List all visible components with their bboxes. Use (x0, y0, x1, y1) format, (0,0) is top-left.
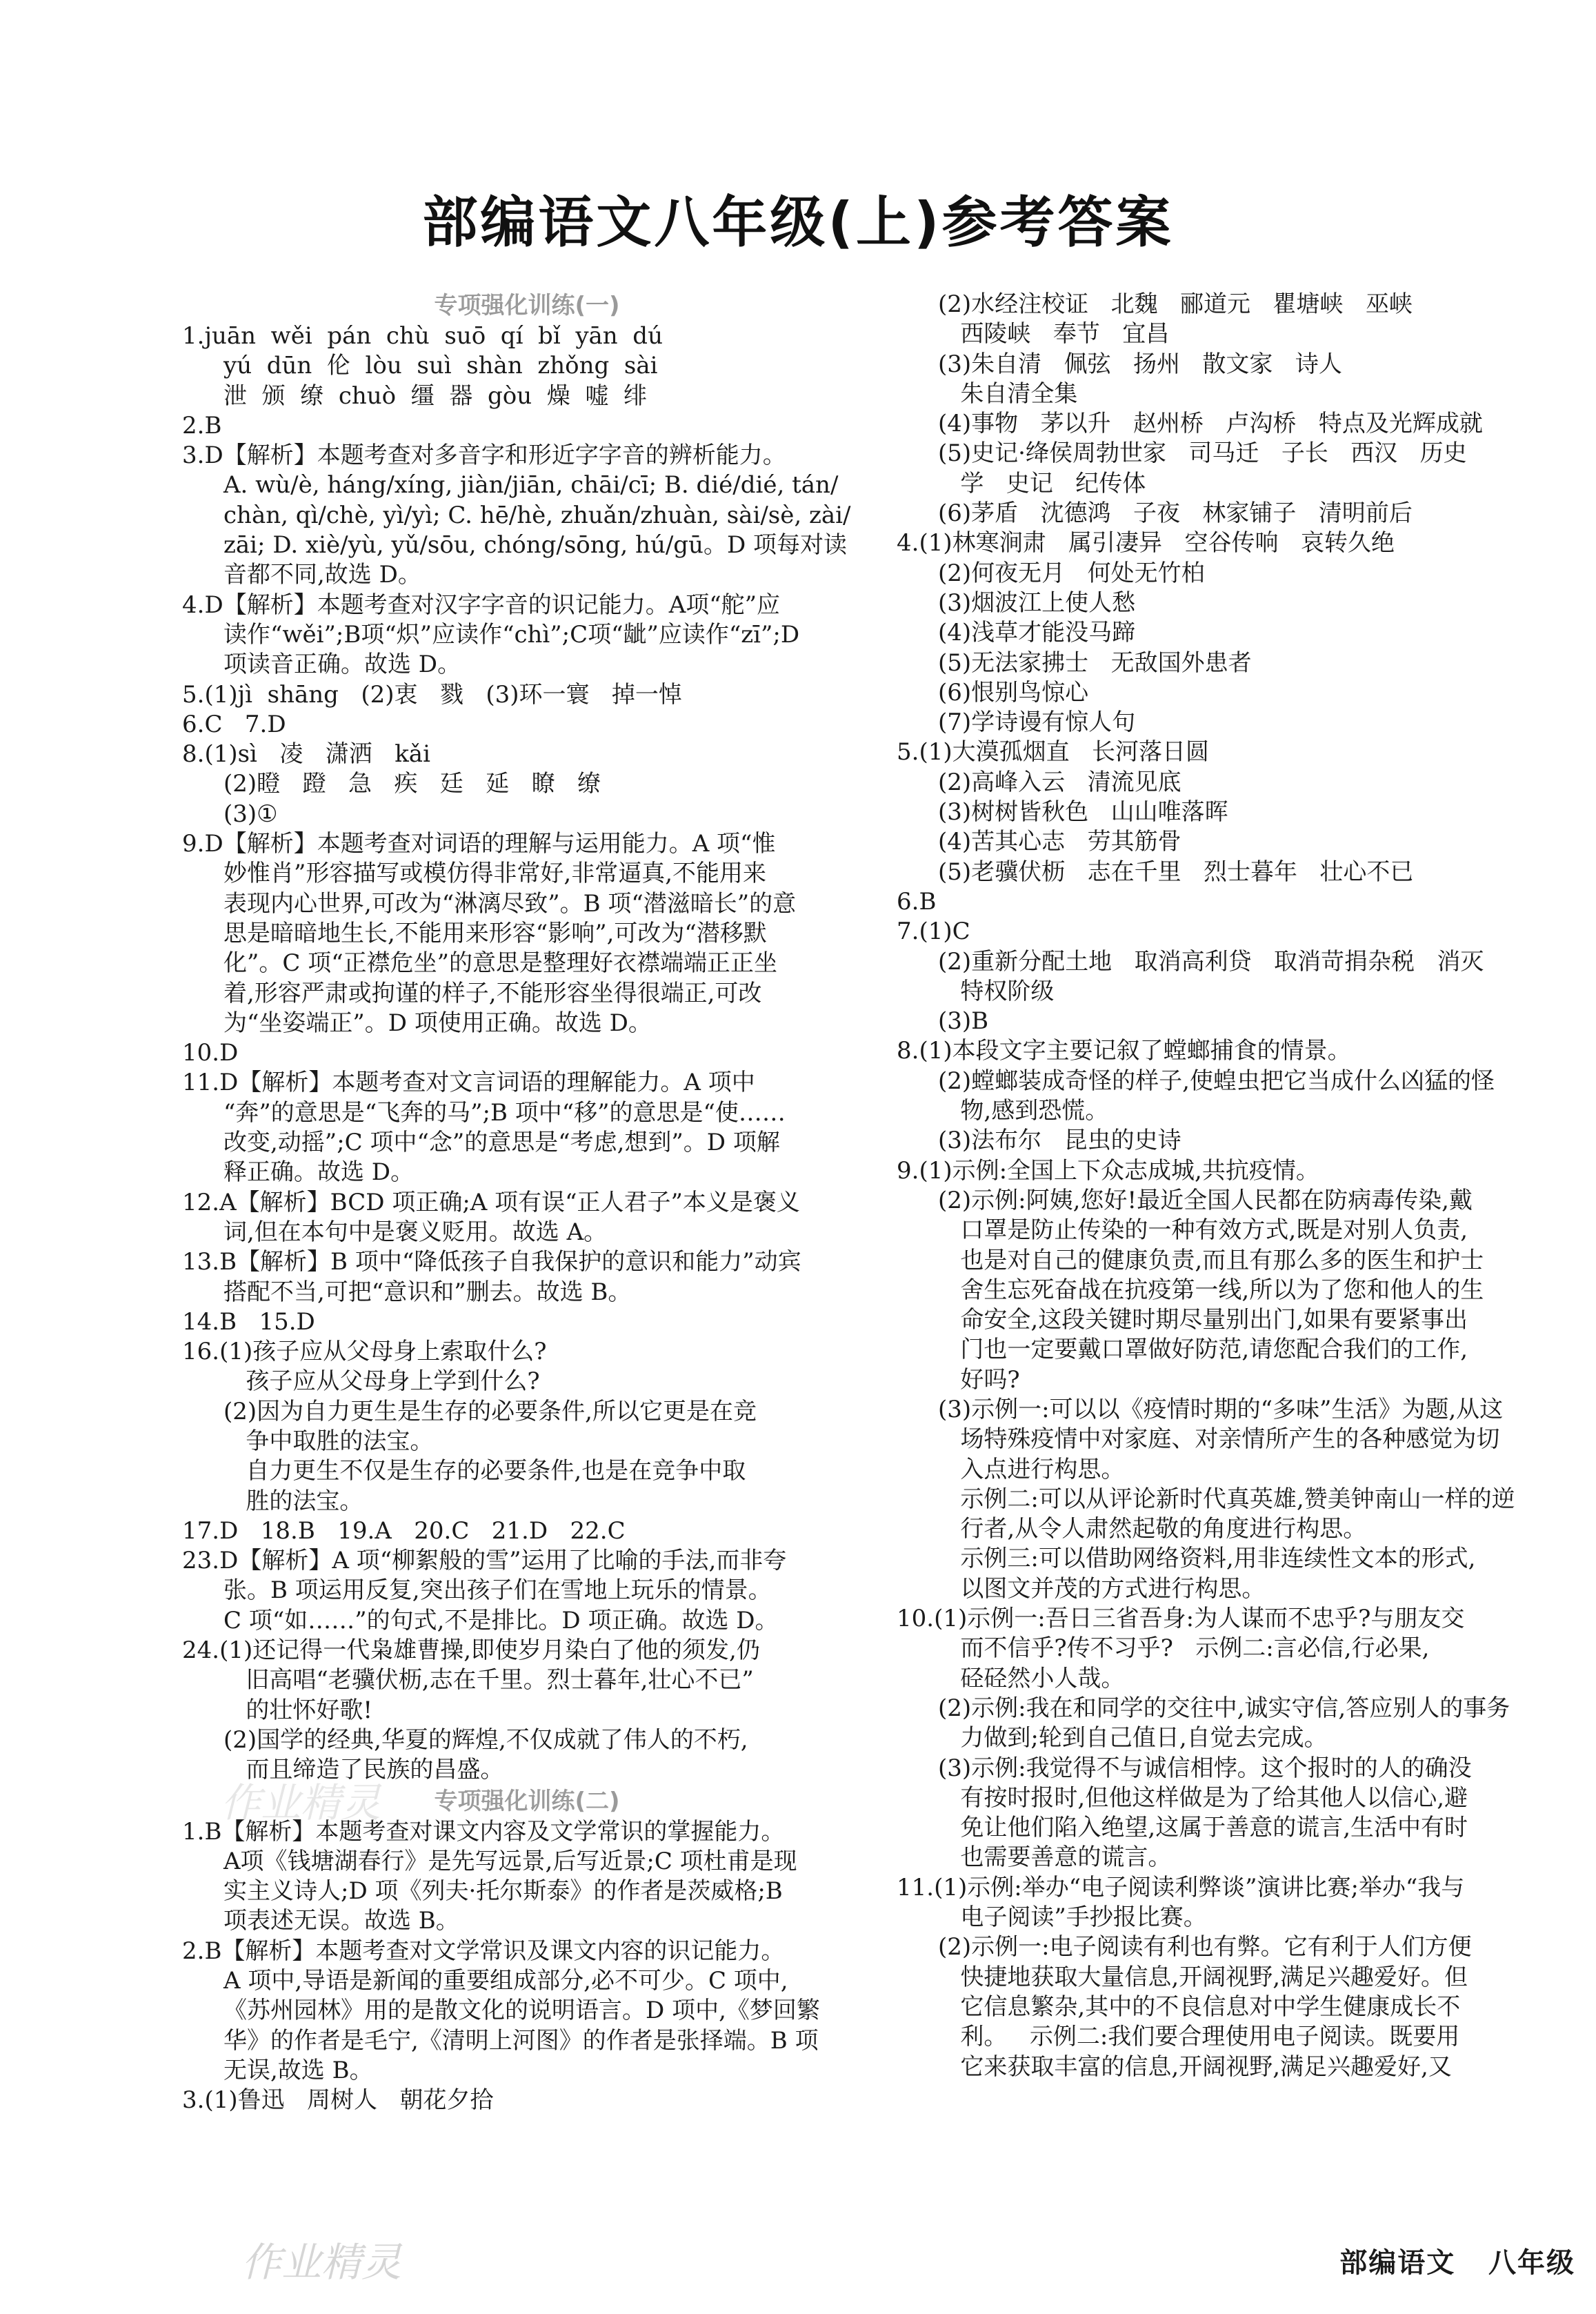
answer-line: 华》的作者是毛宁,《清明上河图》的作者是张择端。B 项 (223, 2026, 819, 2055)
answer-line: 8.(1)本段文字主要记叙了螳螂捕食的情景。 (897, 1037, 1351, 1065)
answer-line: 以图文并茂的方式进行构思。 (938, 1574, 1266, 1603)
answer-line: 9.D【解析】本题考查对词语的理解与运用能力。A 项“惟 (182, 830, 776, 858)
answer-line: 5.(1)jì shāng (2)衷 戮 (3)环一寰 掉一悼 (182, 680, 682, 709)
answer-line: 西陵峡 奉节 宜昌 (938, 320, 1170, 348)
answer-line: (3)示例:我觉得不与诚信相悖。这个报时的人的确没 (938, 1754, 1472, 1782)
answer-line: A项《钱塘湖春行》是先写远景,后写近景;C 项杜甫是现 (223, 1847, 797, 1875)
answer-line: (2)示例:我在和同学的交往中,诚实守信,答应别人的事务 (938, 1694, 1510, 1722)
answer-line: 14.B 15.D (182, 1307, 315, 1336)
answer-line: A 项中,导语是新闻的重要组成部分,必不可少。C 项中, (223, 1967, 788, 1995)
answer-line: 命安全,这段关键时期尽量别出门,如果有要紧事出 (938, 1306, 1468, 1334)
answer-line: 项表述无误。故选 B。 (223, 1907, 459, 1935)
answer-line: 11.D【解析】本题考查对文言词语的理解能力。A 项中 (182, 1069, 755, 1097)
answer-line: 的壮怀好歌! (223, 1696, 373, 1724)
answer-line: (3)烟波江上使人愁 (938, 589, 1136, 617)
answer-line: (2)何夜无月 何处无竹柏 (938, 559, 1205, 587)
page-footer: 部编语文 八年级 (1339, 2247, 1575, 2279)
answer-line: (5)无法家拂士 无敌国外患者 (938, 649, 1252, 677)
answer-line: 口罩是防止传染的一种有效方式,既是对别人负责, (938, 1216, 1468, 1245)
answer-line: 为“坐姿端正”。D 项使用正确。故选 D。 (223, 1009, 652, 1037)
answer-line: 门也一定要戴口罩做好防范,请您配合我们的工作, (938, 1336, 1468, 1364)
answer-line: (3)朱自清 佩弦 扬州 散文家 诗人 (938, 350, 1342, 378)
answer-line: (2)因为自力更生是生存的必要条件,所以它更是在竞 (223, 1397, 757, 1425)
answer-line: 实主义诗人;D 项《列夫·托尔斯泰》的作者是茨威格;B (223, 1877, 783, 1906)
answer-line: (2)示例:阿姨,您好!最近全国人民都在防病毒传染,戴 (938, 1186, 1473, 1214)
watermark-logo: 作业精灵 (221, 1779, 381, 1826)
answer-line: (2)示例一:电子阅读有利也有弊。它有利于人们方便 (938, 1933, 1472, 1961)
answer-line: 6.C 7.D (182, 710, 286, 738)
answer-line: yú dūn 伦 lòu suì shàn zhǒng sài (223, 352, 658, 380)
answer-line: 自力更生不仅是生存的必要条件,也是在竞争中取 (223, 1457, 746, 1485)
answer-line: 它来获取丰富的信息,开阔视野,满足兴趣爱好,又 (938, 2053, 1452, 2081)
answer-line: 好吗? (938, 1365, 1020, 1394)
answer-line: 思是暗暗地生长,不能用来形容“影响”,可改为“潜移默 (223, 919, 767, 947)
answer-line: 也是对自己的健康负责,而且有那么多的医生和护士 (938, 1246, 1484, 1274)
watermark-logo: 作业精灵 (241, 2239, 402, 2286)
answer-line: “奔”的意思是“飞奔的马”;B 项中“移”的意思是“使…… (223, 1098, 786, 1127)
section-heading: 专项强化训练(一) (434, 292, 620, 319)
answer-line: 3.(1)鲁迅 周树人 朝花夕拾 (182, 2086, 494, 2115)
answer-line: 舍生忘死奋战在抗疫第一线,所以为了您和他人的生 (938, 1276, 1484, 1304)
answer-line: 学 史记 纪传体 (938, 469, 1146, 497)
answer-line: 旧高唱“老骥伏枥,志在千里。烈士暮年,壮心不已” (223, 1666, 754, 1694)
answer-line: 着,形容严肃或拘谨的样子,不能形容坐得很端正,可改 (223, 979, 762, 1007)
answer-line: (5)老骥伏枥 志在千里 烈士暮年 壮心不已 (938, 858, 1414, 886)
answer-line: (4)事物 茅以升 赵州桥 卢沟桥 特点及光辉成就 (938, 410, 1483, 438)
answer-line: chàn, qì/chè, yì/yì; C. hē/hè, zhuǎn/zhuàn, sài/sè, zài/ (223, 501, 851, 529)
answer-line: A. wù/è, háng/xíng, jiàn/jiān, chāi/cī; B. dié/dié, tán/ (223, 471, 839, 500)
answer-line: 泄 颁 缭 chuò 缰 器 gòu 燥 嘘 绯 (223, 382, 647, 410)
answer-line: 音都不同,故选 D。 (223, 561, 421, 589)
answer-line: 10.(1)示例一:吾日三省吾身:为人谋而不忠乎?与朋友交 (897, 1605, 1465, 1633)
answer-line: (2)国学的经典,华夏的辉煌,不仅成就了伟人的不朽, (223, 1725, 748, 1754)
answer-line: (2)水经注校证 北魏 郦道元 瞿塘峡 巫峡 (938, 290, 1413, 318)
answer-line: 争中取胜的法宝。 (223, 1427, 434, 1455)
answer-line: (2)螳螂装成奇怪的样子,使蝗虫把它当成什么凶猛的怪 (938, 1067, 1495, 1095)
answer-line: 表现内心世界,可改为“淋漓尽致”。B 项“潜滋暗长”的意 (223, 889, 797, 918)
answer-line: 朱自清全集 (938, 379, 1078, 408)
answer-line: 5.(1)大漠孤烟直 长河落日圆 (897, 738, 1210, 767)
answer-line: (7)学诗谩有惊人句 (938, 709, 1136, 737)
page-title: 部编语文八年级(上)参考答案 (422, 190, 1174, 255)
answer-line: 16.(1)孩子应从父母身上索取什么? (182, 1338, 547, 1366)
answer-line: (3)B (938, 1007, 989, 1036)
answer-line: 4.D【解析】本题考查对汉字字音的识记能力。A项“舵”应 (182, 591, 781, 619)
answer-line: 词,但在本句中是褒义贬用。故选 A。 (223, 1218, 608, 1246)
answer-line: (4)苦其心志 劳其筋骨 (938, 828, 1181, 856)
answer-line: 力做到;轮到自己值日,自觉去完成。 (938, 1724, 1328, 1752)
answer-line: 改变,动摇”;C 项中“念”的意思是“考虑,想到”。D 项解 (223, 1129, 780, 1157)
left-column (182, 290, 872, 2116)
answer-line: (3)示例一:可以以《疫情时期的“多味”生活》为题,从这 (938, 1395, 1504, 1423)
answer-line: 它信息繁杂,其中的不良信息对中学生健康成长不 (938, 1992, 1461, 2021)
answer-line: 3.D【解析】本题考查对多音字和形近字字音的辨析能力。 (182, 442, 786, 470)
right-column (897, 290, 1593, 2082)
answer-line: 示例二:可以从评论新时代真英雄,赞美钟南山一样的逆 (938, 1485, 1515, 1513)
answer-line: (6)恨别鸟惊心 (938, 678, 1089, 706)
answer-line: 电子阅读”手抄报比赛。 (938, 1903, 1207, 1932)
answer-line: 《苏州园林》用的是散文化的说明语言。D 项中,《梦回繁 (223, 1997, 820, 2025)
answer-line: 化”。C 项“正襟危坐”的意思是整理好衣襟端端正正坐 (223, 949, 777, 978)
answer-line: 6.B (897, 887, 937, 916)
answer-line: 无误,故选 B。 (223, 2056, 373, 2084)
answer-line: 物,感到恐慌。 (938, 1097, 1109, 1125)
answer-line: 而且缔造了民族的昌盛。 (223, 1756, 504, 1784)
answer-line: 妙惟肖”形容描写或模仿得非常好,非常逼真,不能用来 (223, 860, 766, 888)
answer-line: (2)高峰入云 清流见底 (938, 768, 1181, 796)
answer-line: (3)树树皆秋色 山山唯落晖 (938, 798, 1228, 827)
answer-line: 10.D (182, 1039, 239, 1067)
answer-line: 12.A【解析】BCD 项正确;A 项有误“正人君子”本义是褒义 (182, 1188, 800, 1216)
answer-line: (3)法布尔 昆虫的史诗 (938, 1127, 1181, 1155)
answer-line: 24.(1)还记得一代枭雄曹操,即使岁月染白了他的须发,仍 (182, 1636, 760, 1665)
answer-line: 11.(1)示例:举办“电子阅读利弊谈”演讲比赛;举办“我与 (897, 1873, 1465, 1901)
answer-line: 免让他们陷入绝望,这属于善意的谎言,生活中有时 (938, 1814, 1468, 1842)
answer-line: 行者,从令人肃然起敬的角度进行构思。 (938, 1515, 1367, 1543)
answer-line: 1.juān wěi pán chù suō qí bǐ yān dú (182, 322, 663, 350)
section-heading: 专项强化训练(二) (434, 1787, 620, 1815)
answer-line: 项读音正确。故选 D。 (223, 651, 461, 679)
answer-line: 9.(1)示例:全国上下众志成城,共抗疫情。 (897, 1156, 1319, 1185)
answer-line: 17.D 18.B 19.A 20.C 21.D 22.C (182, 1516, 626, 1545)
answer-line: 释正确。故选 D。 (223, 1158, 415, 1187)
answer-line: 场特殊疫情中对家庭、对亲情所产生的各种感觉为切 (938, 1425, 1500, 1454)
answer-line: 读作“wěi”;B项“炽”应读作“chì”;C项“龇”应读作“zī”;D (223, 620, 800, 649)
answer-line: 2.B【解析】本题考查对文学常识及课文内容的识记能力。 (182, 1937, 785, 1965)
answer-line: (6)茅盾 沈德鸿 子夜 林家铺子 清明前后 (938, 500, 1413, 528)
answer-line: 也需要善意的谎言。 (938, 1843, 1172, 1872)
answer-line: 23.D【解析】A 项“柳絮般的雪”运用了比喻的手法,而非夸 (182, 1547, 787, 1575)
answer-line: 硁硁然小人哉。 (938, 1664, 1125, 1692)
answer-line: 孩子应从父母身上学到什么? (223, 1367, 540, 1396)
answer-line: (2)重新分配土地 取消高利贷 取消苛捐杂税 消灭 (938, 947, 1484, 976)
answer-line: 4.(1)林寒涧肃 属引凄异 空谷传响 哀转久绝 (897, 529, 1395, 557)
answer-line: (4)浅草才能没马蹄 (938, 619, 1136, 647)
answer-line: 胜的法宝。 (223, 1487, 363, 1515)
answer-line: (5)史记·绛侯周勃世家 司马迁 子长 西汉 历史 (938, 439, 1467, 468)
answer-line: 7.(1)C (897, 918, 970, 946)
answer-line: 特权阶级 (938, 977, 1055, 1005)
answer-line: 入点进行构思。 (938, 1455, 1125, 1483)
answer-line: 快捷地获取大量信息,开阔视野,满足兴趣爱好。但 (938, 1963, 1468, 1991)
answer-line: C 项“如……”的句式,不是排比。D 项正确。故选 D。 (223, 1606, 779, 1634)
answer-line: 示例三:可以借助网络资料,用非连续性文本的形式, (938, 1545, 1476, 1573)
answer-line: 而不信乎?传不习乎? 示例二:言必信,行必果, (938, 1634, 1430, 1663)
answer-line: 张。B 项运用反复,突出孩子们在雪地上玩乐的情景。 (223, 1576, 772, 1605)
answer-line: (3)① (223, 800, 278, 828)
answer-line: 搭配不当,可把“意识和”删去。故选 B。 (223, 1278, 632, 1306)
answer-line: 13.B【解析】B 项中“降低孩子自我保护的意识和能力”动宾 (182, 1248, 801, 1276)
answer-line: 利。 示例二:我们要合理使用电子阅读。既要用 (938, 2023, 1460, 2051)
answer-line: 8.(1)sì 凌 潇洒 kǎi (182, 740, 430, 769)
answer-line: zāi; D. xiè/yù, yǔ/sōu, chóng/sōng, hú/gū。D 项每对读 (223, 531, 848, 560)
answer-line: 2.B (182, 411, 222, 439)
answer-line: 1.B【解析】本题考查对课文内容及文学常识的掌握能力。 (182, 1817, 785, 1846)
answer-line: (2)瞪 蹬 急 疾 廷 延 瞭 缭 (223, 770, 601, 798)
answer-line: 有按时报时,但他这样做是为了给其他人以信心,避 (938, 1783, 1468, 1812)
